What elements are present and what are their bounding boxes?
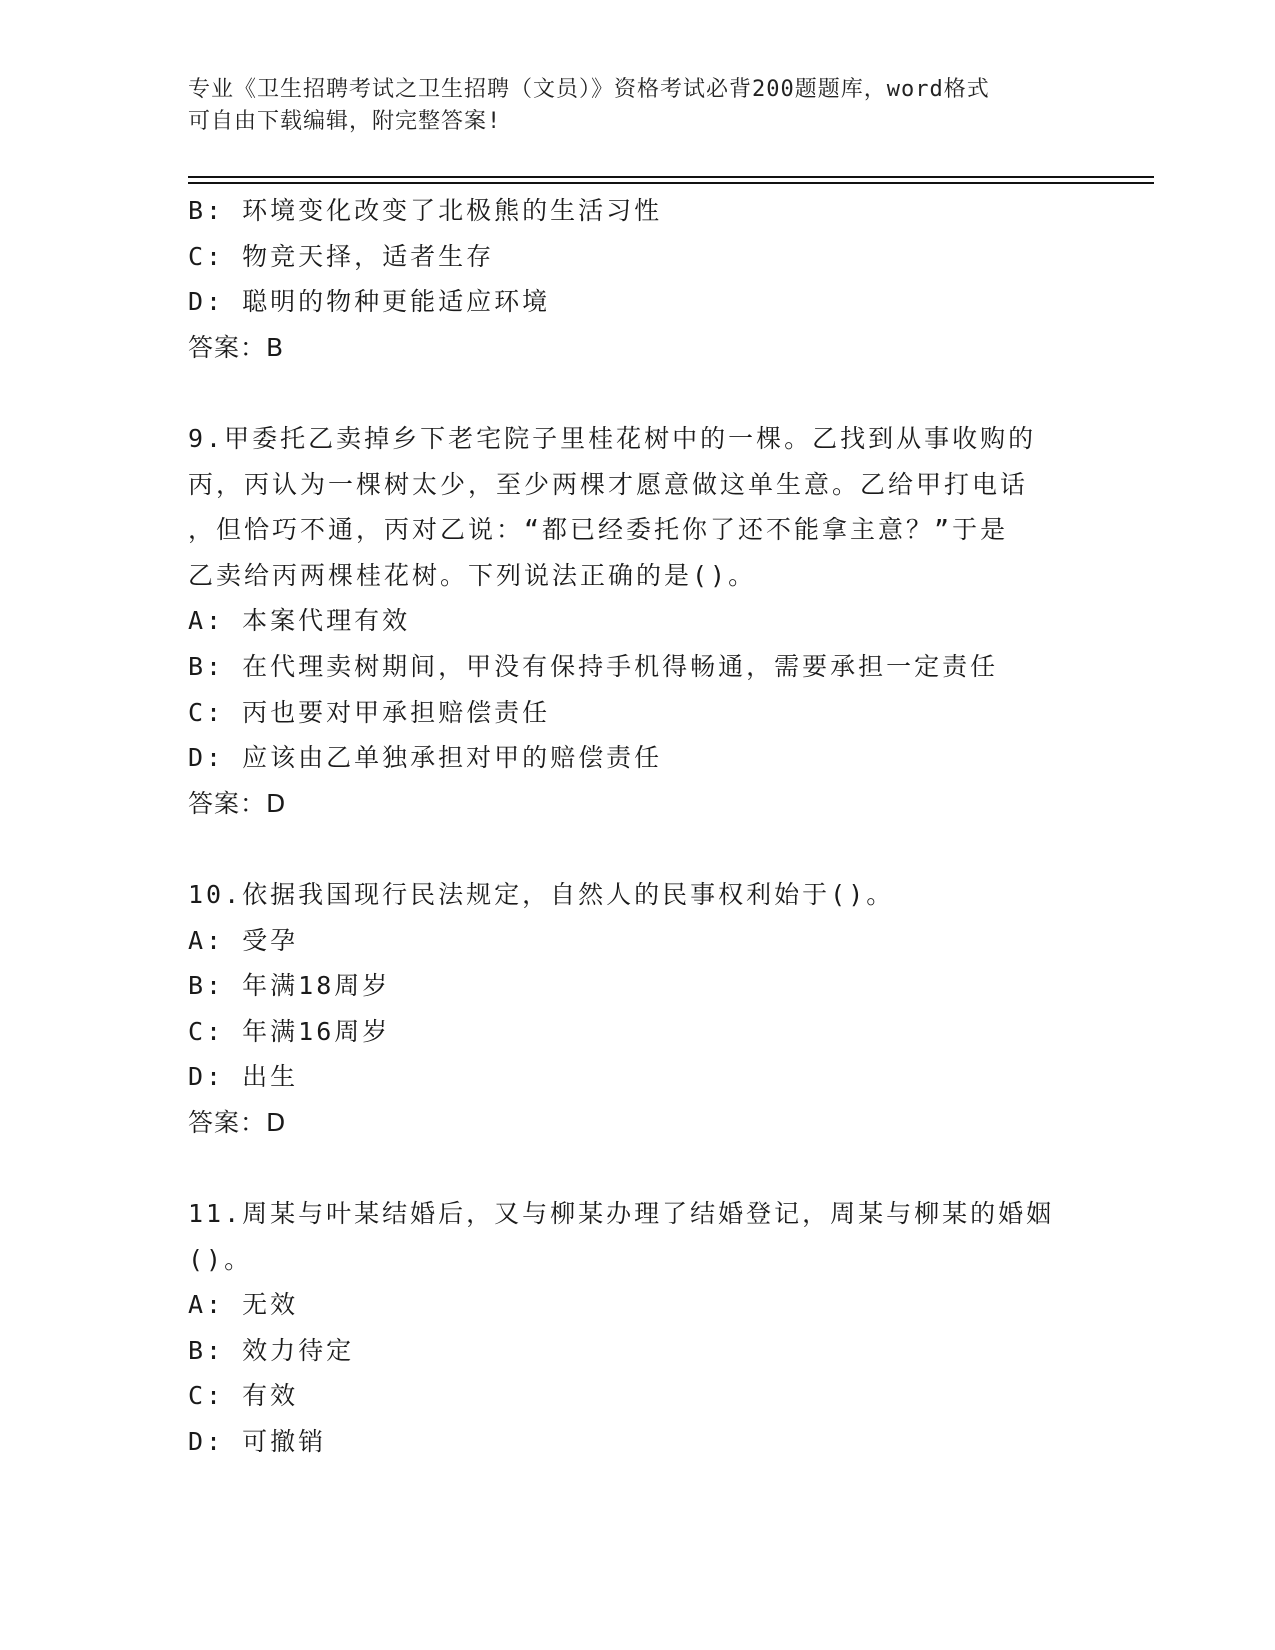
question-text-line: 10.依据我国现行民法规定，自然人的民事权利始于()。 — [188, 879, 895, 909]
question-10 — [188, 872, 1088, 1146]
question-11 — [188, 1191, 1088, 1465]
option-c: C: 年满16周岁 — [188, 1016, 391, 1046]
spacer — [188, 370, 1088, 416]
document-header — [188, 74, 1068, 138]
question-text-line: 乙卖给丙两棵桂花树。下列说法正确的是()。 — [188, 560, 757, 590]
question-text-line: 丙，丙认为一棵树太少，至少两棵才愿意做这单生意。乙给甲打电话 — [188, 469, 1029, 499]
question-text-line: ，但恰巧不通，丙对乙说：“都已经委托你了还不能拿主意？”于是 — [188, 515, 1009, 545]
option-d: D: 可撤销 — [188, 1427, 327, 1457]
answer-label: 答案：D — [188, 788, 287, 818]
question-text-line: 11.周某与叶某结婚后，又与柳某办理了结婚登记，周某与柳某的婚姻 — [188, 1199, 1055, 1229]
option-c: C: 有效 — [188, 1381, 299, 1411]
option-b: B: 效力待定 — [188, 1335, 355, 1365]
option-a: A: 本案代理有效 — [188, 606, 411, 636]
header-line-2: 可自由下载编辑，附完整答案! — [188, 109, 502, 134]
header-divider-top — [188, 176, 1154, 178]
option-d: D: 出生 — [188, 1062, 299, 1092]
option-a: A: 无效 — [188, 1290, 299, 1320]
spacer — [188, 826, 1088, 872]
option-c: C: 物竞天择，适者生存 — [188, 241, 495, 271]
option-b: B: 在代理卖树期间，甲没有保持手机得畅通，需要承担一定责任 — [188, 651, 999, 681]
header-line-1: 专业《卫生招聘考试之卫生招聘（文员）》资格考试必背200题题库，word格式 — [188, 77, 990, 102]
answer-label: 答案：B — [188, 332, 285, 362]
option-b: B: 年满18周岁 — [188, 971, 391, 1001]
option-d: D: 应该由乙单独承担对甲的赔偿责任 — [188, 743, 663, 773]
option-a: A: 受孕 — [188, 925, 299, 955]
header-divider-bottom — [188, 182, 1154, 184]
question-text-line: ()。 — [188, 1244, 253, 1274]
option-c: C: 丙也要对甲承担赔偿责任 — [188, 697, 551, 727]
question-8 — [188, 188, 1088, 370]
question-list — [188, 188, 1088, 1465]
question-9 — [188, 416, 1088, 826]
question-text-line: 9.甲委托乙卖掉乡下老宅院子里桂花树中的一棵。乙找到从事收购的 — [188, 423, 1037, 453]
option-d: D: 聪明的物种更能适应环境 — [188, 287, 551, 317]
spacer — [188, 1145, 1088, 1191]
answer-label: 答案：D — [188, 1107, 287, 1137]
option-b: B: 环境变化改变了北极熊的生活习性 — [188, 196, 663, 225]
